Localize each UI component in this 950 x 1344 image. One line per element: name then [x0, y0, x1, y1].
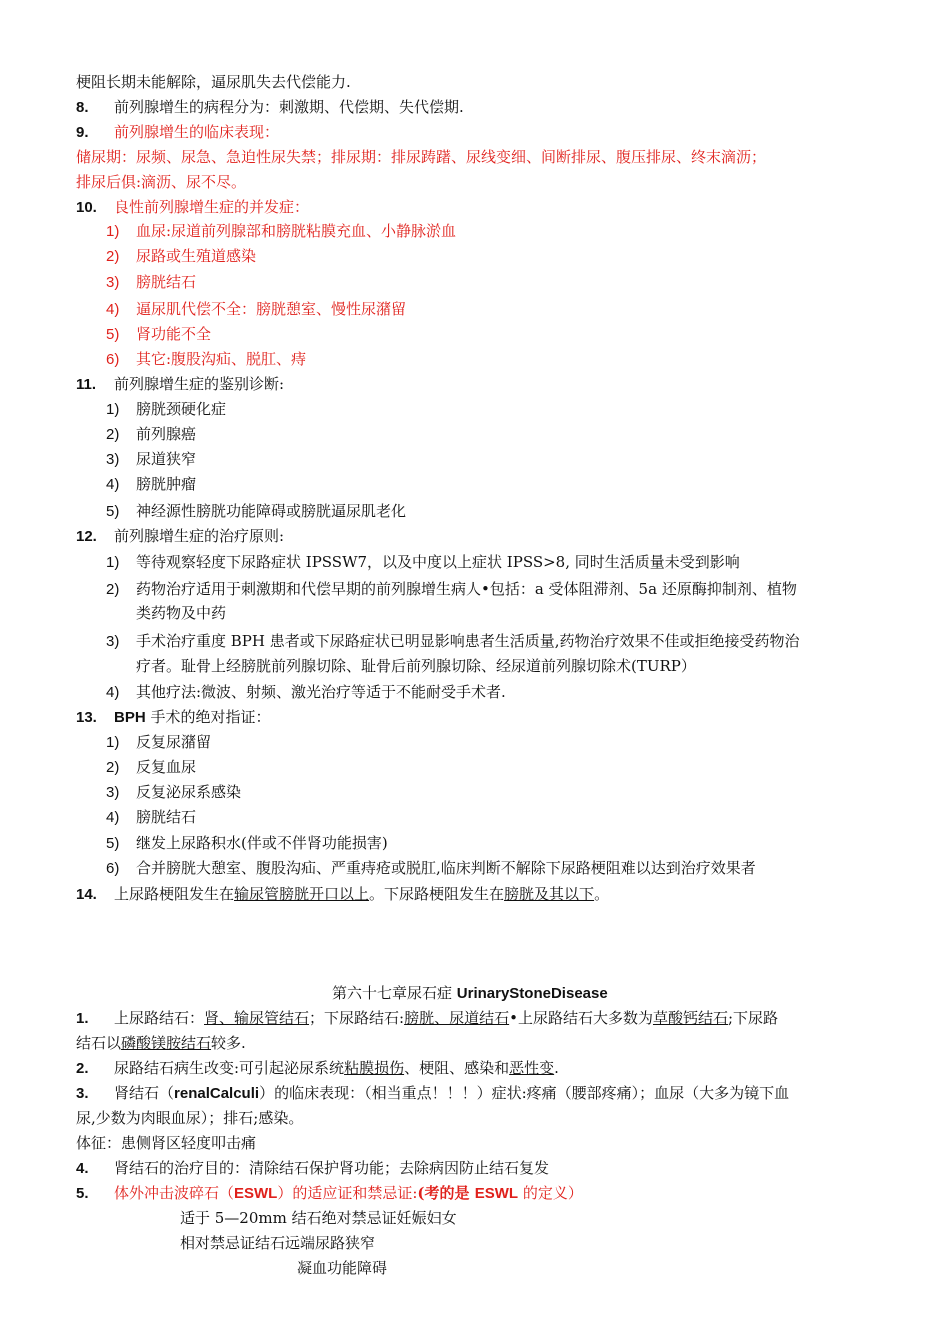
- list-item: 1) 等待观察轻度下尿路症状 IPSSW7，以及中度以上症状 IPSS>8, 同时生活质量未受到影响: [106, 553, 740, 571]
- stone-item-3: 3. 肾结石（renalCalculi）的临床表现：（相当重点！！！）症状:疼痛（腰部疼痛）；血尿（大多为镜下血: [76, 1084, 790, 1102]
- list-item: 3) 尿道狭窄: [106, 450, 197, 468]
- stone-item-1-cont: 结石以磷酸镁胺结石较多.: [76, 1034, 246, 1052]
- list-item: 5) 肾功能不全: [106, 325, 212, 343]
- item-13: 13. BPH 手术的绝对指证：: [76, 708, 271, 726]
- item-9-text: 排尿后俱:滴沥、尿不尽。: [76, 173, 247, 191]
- stone-item-3-cont: 尿,少数为肉眼血尿）；排石;感染。: [76, 1109, 304, 1127]
- stone-item-5: 5. 体外冲击波碎石（ESWL）的适应证和禁忌证:(考的是 ESWL 的定义）: [76, 1184, 583, 1202]
- eswl-line: 相对禁忌证结石远端尿路狭窄: [180, 1234, 376, 1252]
- stone-item-4: 4. 肾结石的治疗目的：清除结石保护肾功能；去除病因防止结石复发: [76, 1159, 550, 1177]
- chapter-heading: 第六十七章尿石症 UrinaryStoneDisease: [332, 984, 608, 1002]
- list-item: 3) 膀胱结石: [106, 273, 197, 291]
- item-14: 14. 上尿路梗阻发生在输尿管膀胱开口以上。下尿路梗阻发生在膀胱及其以下。: [76, 885, 610, 903]
- list-item: 4) 逼尿肌代偿不全：膀胱憩室、慢性尿潴留: [106, 300, 407, 318]
- list-item: 5) 神经源性膀胱功能障碍或膀胱逼尿肌老化: [106, 502, 407, 520]
- list-item: 2) 前列腺癌: [106, 425, 197, 443]
- list-item: 1) 膀胱颈硬化症: [106, 400, 227, 418]
- list-item-cont: 类药物及中药: [136, 604, 227, 622]
- list-item: 1) 反复尿潴留: [106, 733, 212, 751]
- list-item: 4) 膀胱结石: [106, 808, 197, 826]
- item-10: 10. 良性前列腺增生症的并发症：: [76, 198, 310, 216]
- item-9-text: 储尿期：尿频、尿急、急迫性尿失禁；排尿期：排尿踌躇、尿线变细、间断排尿、腹压排尿、终末滴沥；: [76, 148, 767, 166]
- list-item: 4) 其他疗法:微波、射频、激光治疗等适于不能耐受手术者.: [106, 683, 506, 701]
- list-item: 3) 手术治疗重度 BPH 患者或下尿路症状已明显影响患者生活质量,药物治疗效果不佳或拒绝接受药物治: [106, 632, 800, 650]
- list-item-cont: 疗者。耻骨上经膀胱前列腺切除、耻骨后前列腺切除、经尿道前列腺切除术(TURP）: [136, 657, 696, 675]
- list-item: 6) 合并膀胱大憩室、腹股沟疝、严重痔疮或脱肛,临床判断不解除下尿路梗阻难以达到治疗效果者: [106, 859, 756, 877]
- item-12: 12. 前列腺增生症的治疗原则:: [76, 527, 285, 545]
- list-item: 4) 膀胱肿瘤: [106, 475, 197, 493]
- item-9: 9. 前列腺增生的临床表现：: [76, 123, 280, 141]
- list-item: 3) 反复泌尿系感染: [106, 783, 242, 801]
- list-item: 2) 反复血尿: [106, 758, 197, 776]
- text-line: 梗阻长期未能解除，逼尿肌失去代偿能力.: [76, 73, 351, 91]
- list-item: 5) 继发上尿路积水(伴或不伴肾功能损害): [106, 834, 388, 852]
- list-item: 1) 血尿:尿道前列腺部和膀胱粘膜充血、小静脉淤血: [106, 222, 457, 240]
- eswl-line: 凝血功能障碍: [297, 1259, 388, 1277]
- item-11: 11. 前列腺增生症的鉴别诊断:: [76, 375, 285, 393]
- list-item: 6) 其它:腹股沟疝、脱肛、痔: [106, 350, 307, 368]
- eswl-line: 适于 5—20mm 结石绝对禁忌证妊娠妇女: [180, 1209, 457, 1227]
- list-item: 2) 药物治疗适用于刺激期和代偿早期的前列腺增生病人•包括：a 受体阻滞剂、5a 还原酶抑制剂、植物: [106, 580, 797, 598]
- stone-item-3-sign: 体征：患侧肾区轻度叩击痛: [76, 1134, 257, 1152]
- item-8: 8. 前列腺增生的病程分为：刺激期、代偿期、失代偿期.: [76, 98, 464, 116]
- stone-item-2: 2. 尿路结石病生改变:可引起泌尿系统粘膜损伤、梗阻、感染和恶性变.: [76, 1059, 559, 1077]
- list-item: 2) 尿路或生殖道感染: [106, 247, 257, 265]
- stone-item-1: 1. 上尿路结石：肾、输尿管结石；下尿路结石:膀胱、尿道结石•上尿路结石大多数为草酸钙结石;下尿路: [76, 1009, 779, 1027]
